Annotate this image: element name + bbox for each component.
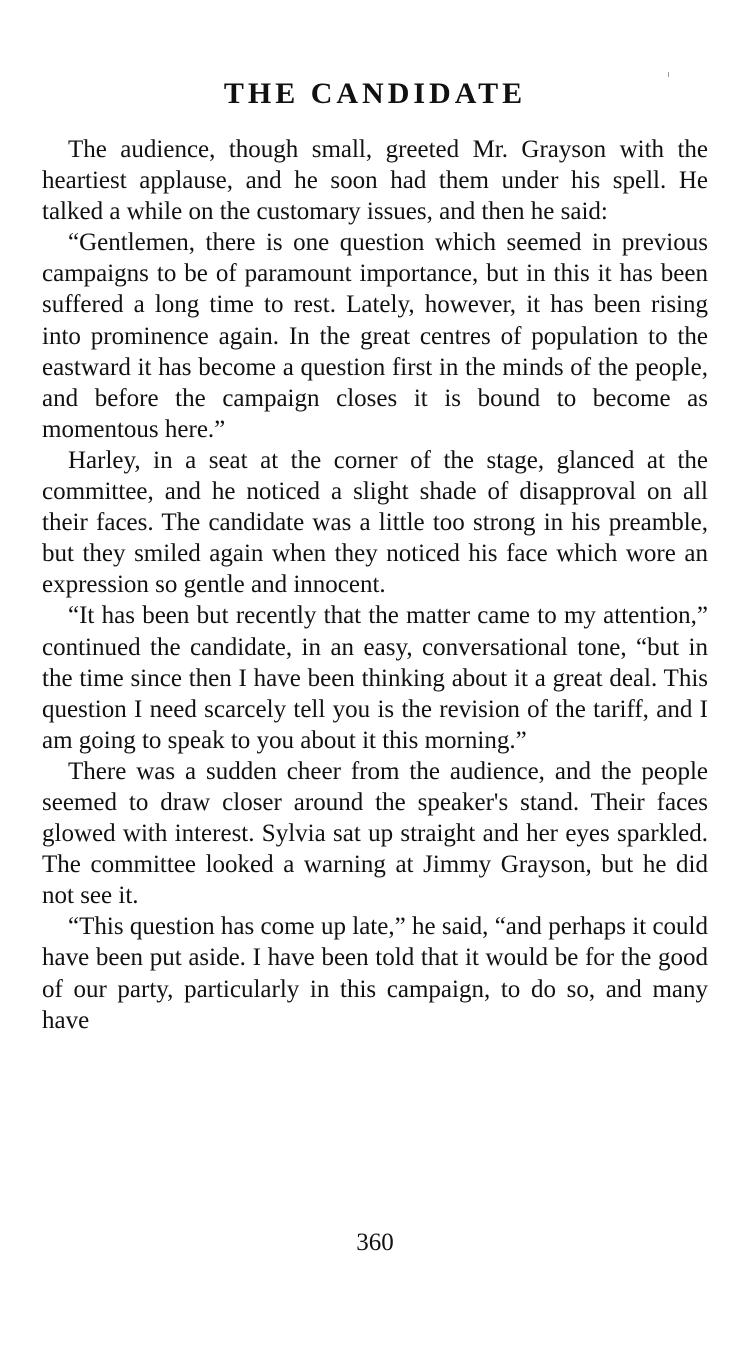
paragraph: There was a sudden cheer from the audience, and the people seemed to draw closer around the speaker's stand. Their faces glowed with interest. Sylvia sat up straight and her eyes sparkled. The committee looked a warning at Jimmy Grayson, but he did not see it. bbox=[42, 757, 708, 910]
paragraph: “Gentlemen, there is one question which seemed in previous campaigns to be of paramount importance, but in this it has been suffered a long time to rest. Lately, however, it has been rising into prominence again. In the great centres of population to the eastward it has become a question first in the minds of the people, and before the campaign closes it is bound to become as momentous here.” bbox=[42, 229, 708, 443]
paragraph: The audience, though small, greeted Mr. Grayson with the heartiest applause, and he soon had them under his spell. He talked a while on the customary issues, and then he said: bbox=[42, 136, 708, 226]
page-number: 360 bbox=[356, 1229, 394, 1256]
body-text bbox=[42, 134, 708, 1036]
paragraph: Harley, in a seat at the corner of the stage, glanced at the committee, and he noticed a slight shade of disapproval on all their faces. The candidate was a little too strong in his preamble, but they smiled again when they noticed his face which wore an expression so gentle and innocent. bbox=[42, 446, 708, 599]
paragraph: “It has been but recently that the matter came to my attention,” continued the candidate, in an easy, conversational tone, “but in the time since then I have been thinking about it a great deal. This question I need scarcely tell you is the revision of the tariff, and I am going to speak to you about it this morning.” bbox=[42, 602, 708, 754]
paragraph: “This question has come up late,” he said, “and perhaps it could have been put aside. I have been told that it would be for the good of our party, particularly in this campaign, to do so, and many have bbox=[42, 913, 708, 1034]
running-head: THE CANDIDATE bbox=[223, 77, 527, 110]
